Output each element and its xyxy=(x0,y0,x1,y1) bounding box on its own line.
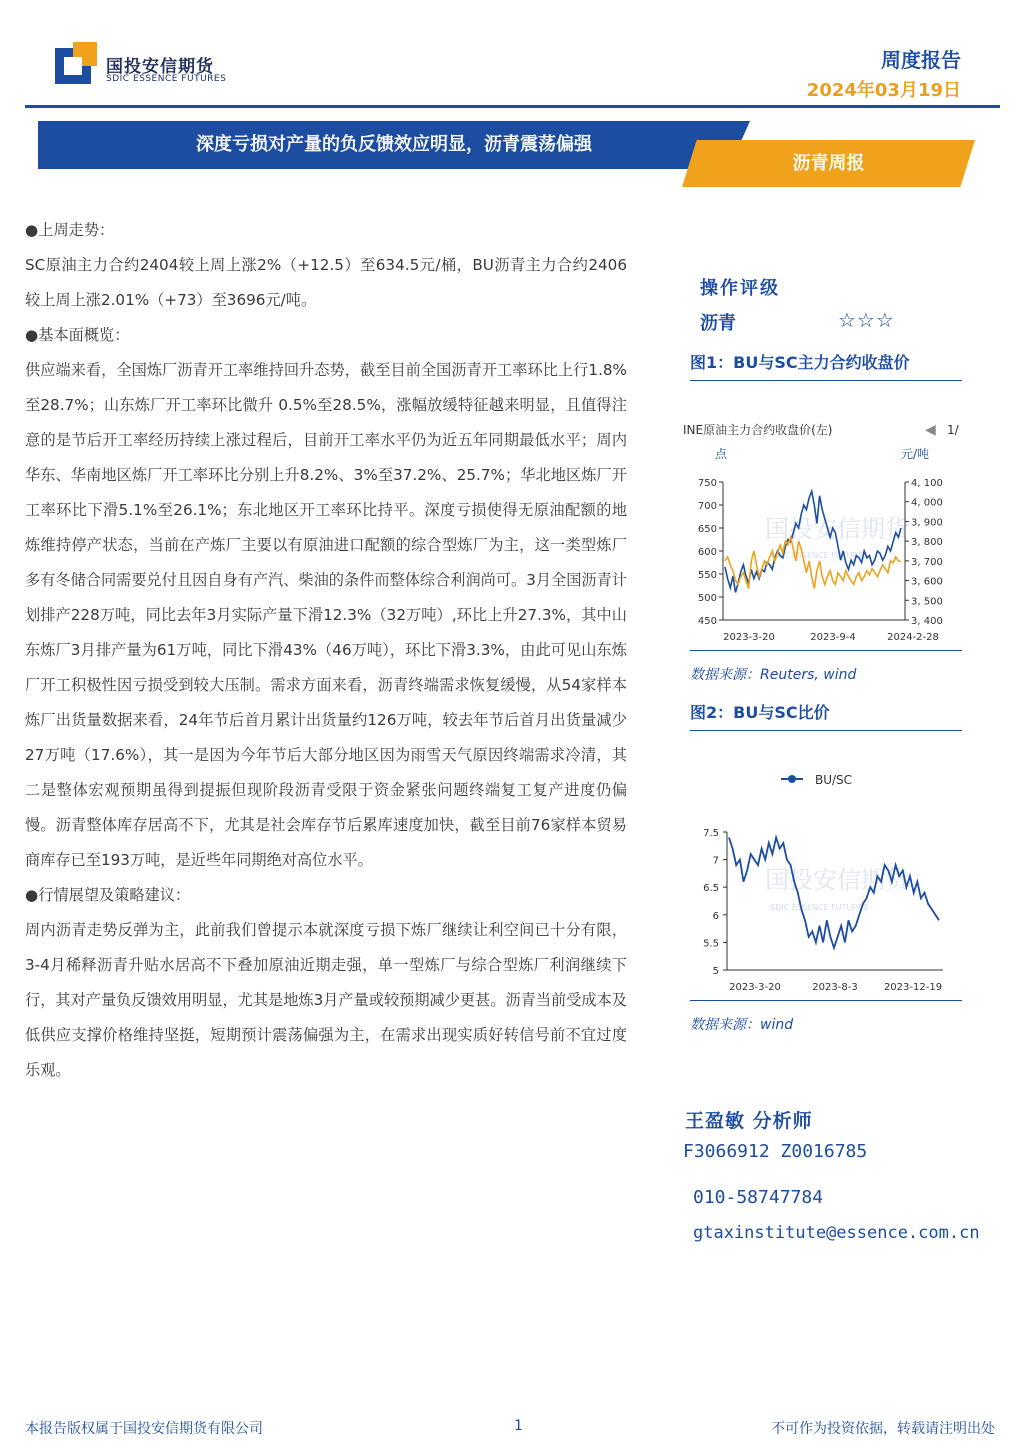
rating-item: 沥青 xyxy=(700,313,736,334)
analyst-phone: 010-58747784 xyxy=(693,1187,824,1208)
chart1-series-line-1 xyxy=(725,537,901,588)
figure1-source: 数据来源：Reuters, wind xyxy=(690,667,857,683)
chart1-right-unit: 元/吨 xyxy=(901,447,930,461)
chart2-x-tick-label: 2023-8-3 xyxy=(812,982,858,993)
report-type: 周度报告 xyxy=(881,48,961,72)
chart1-watermark: 国投安信期货 xyxy=(765,515,909,543)
chart2-y-tick-label: 5.5 xyxy=(703,938,719,950)
paragraph: 周内沥青走势反弹为主，此前我们曾提示本就深度亏损下炼厂继续让利空间已十分有限，3-4月稀释沥青升贴水居高不下叠加原油近期走强，单一型炼厂与综合型炼厂利润继续下行，其对产量负反馈效用明显，尤其是地炼3月产量或较预期减少更甚。沥青当前受成本及低供应支撑价格维持坚挺，短期预计震荡偏强为主，在需求出现实质好转信号前不宜过度乐观。 xyxy=(25,921,627,1079)
logo-english-name: SDIC ESSENCE FUTURES xyxy=(106,74,227,84)
figure2-bottom-divider xyxy=(690,1000,962,1001)
chart1-left-tick-label: 700 xyxy=(697,501,717,512)
footer-copyright: 本报告版权属于国投安信期货有限公司 xyxy=(25,1421,263,1437)
company-logo-icon xyxy=(55,42,97,84)
category-tag-label: 沥青周报 xyxy=(792,153,865,174)
rating-title: 操作评级 xyxy=(700,278,780,299)
chart2-x-tick-label: 2023-3-20 xyxy=(729,982,781,993)
figure2-chart xyxy=(675,760,975,1000)
section-heading: ●行情展望及策略建议： xyxy=(25,886,191,904)
figure2-divider xyxy=(690,730,962,731)
analyst-name: 王盈敏 分析师 xyxy=(685,1110,813,1132)
chart1-right-tick-label: 3, 700 xyxy=(911,556,943,568)
figure2-source: 数据来源：wind xyxy=(690,1017,794,1033)
chart2-y-tick-label: 7 xyxy=(712,855,719,867)
figure2-svg xyxy=(675,760,975,1000)
chart2-legend-label: BU/SC xyxy=(815,773,853,787)
footer-disclaimer: 不可作为投资依据，转载请注明出处 xyxy=(771,1421,995,1437)
chart1-right-tick-label: 4, 000 xyxy=(911,497,943,509)
chart2-watermark-en: SDIC ESSENCE FUTURES xyxy=(770,903,869,912)
chart2-y-tick-label: 5 xyxy=(712,966,719,977)
chart1-left-tick-label: 750 xyxy=(697,478,717,489)
figure1-divider xyxy=(690,380,962,381)
rating-stars: ☆☆☆ xyxy=(838,308,895,332)
chart1-left-unit: 点 xyxy=(715,447,728,461)
chart1-left-tick-label: 600 xyxy=(697,547,717,558)
section-heading: ●基本面概览： xyxy=(25,326,130,344)
chart2-x-tick-label: 2023-12-19 xyxy=(883,982,943,993)
paragraph: 供应端来看，全国炼厂沥青开工率维持回升态势，截至目前全国沥青开工率环比上行1.8%至28.7%；山东炼厂开工率环比微升 0.5%至28.5%，涨幅放缓特征越来明显，且值得注意的是节后开工率经历持续上涨过程后，目前开工率水平仍为近五年同期最低水平；周内华东、华南地区炼厂开工率环比分别上升8.2%、3%至37.2%、25.7%；华北地区炼厂开工率环比下滑5.1%至26.1%；东北地区开工率环比持平。深度亏损使得无原油配额的地炼维持停产状态，当前在产炼厂主要以有原油进口配额的综合型炼厂为主，这一类型炼厂多有冬储合同需要兑付且因自身有产汽、柴油的条件而整体综合利润尚可。3月全国沥青计划排产228万吨，同比去年3月实际产量下滑12.3%（32万吨）,环比上升27.3%，其中山东炼厂3月排产量为61万吨，同比下滑43%（46万吨），环比下滑3.3%，由此可见山东炼厂开工积极性因亏损受到较大压制。需求方面来看，沥青终端需求恢复缓慢，从54家样本炼厂出货量数据来看，24年节后首月累计出货量约126万吨，较去年节后首月出货量减少27万吨（17.6%），其一是因为今年节后大部分地区因为雨雪天气原因终端需求冷清，其二是整体宏观预期虽得到提振但现阶段沥青受限于资金紧张问题终端复工复产进度仍偏慢。沥青整体库存居高不下，尤其是社会库存节后累库速度加快，截至目前76家样本贸易商库存已至193万吨，是近些年同期绝对高位水平。 xyxy=(25,361,627,869)
figure1-bottom-divider xyxy=(690,650,962,651)
analyst-email[interactable]: gtaxinstitute@essence.com.cn xyxy=(693,1223,980,1243)
chart1-right-tick-label: 4, 100 xyxy=(911,478,943,489)
figure1-chart xyxy=(675,412,975,652)
chart2-y-tick-label: 6.5 xyxy=(703,883,719,895)
chart1-right-tick-label: 3, 900 xyxy=(911,517,943,529)
figure1-title: 图1：BU与SC主力合约收盘价 xyxy=(690,353,910,372)
section-heading: ●上周走势： xyxy=(25,221,115,239)
chart1-left-tick-label: 550 xyxy=(697,570,717,581)
chart1-legend-page: 1/ xyxy=(947,423,959,437)
chart1-x-tick-label: 2023-3-20 xyxy=(723,632,775,643)
chart1-right-tick-label: 3, 600 xyxy=(911,576,943,588)
report-date: 2024年03月19日 xyxy=(806,80,961,101)
chart1-right-tick-label: 3, 800 xyxy=(911,537,943,549)
chart1-watermark-en: SDIC ESSENCE FUTURES xyxy=(770,551,869,560)
chart2-legend-marker xyxy=(788,775,796,783)
chart1-left-tick-label: 650 xyxy=(697,524,717,535)
header-divider xyxy=(25,105,1000,108)
chart1-x-tick-label: 2024-2-28 xyxy=(887,632,939,643)
logo-chinese-name: 国投安信期货 xyxy=(106,57,214,77)
report-body xyxy=(25,213,627,1088)
chart1-legend-left: INE原油主力合约收盘价(左) xyxy=(683,423,833,437)
paragraph: SC原油主力合约2404较上周上涨2%（+12.5）至634.5元/桶，BU沥青主力合约2406较上周上涨2.01%（+73）至3696元/吨。 xyxy=(25,256,627,309)
chart2-y-tick-label: 7.5 xyxy=(703,828,719,839)
chart1-right-tick-label: 3, 400 xyxy=(911,616,943,627)
chart2-watermark: 国投安信期货 xyxy=(765,866,909,894)
chart1-left-tick-label: 450 xyxy=(697,616,717,627)
report-title: 深度亏损对产量的负反馈效应明显，沥青震荡偏强 xyxy=(196,134,592,155)
page-number: 1 xyxy=(514,1418,523,1434)
chart1-left-tick-label: 500 xyxy=(697,593,717,604)
figure1-svg xyxy=(675,412,975,652)
figure2-title: 图2：BU与SC比价 xyxy=(690,703,830,722)
legend-prev-icon[interactable]: ◀ xyxy=(925,422,936,438)
chart1-right-tick-label: 3, 500 xyxy=(911,596,943,608)
chart1-x-tick-label: 2023-9-4 xyxy=(810,632,856,643)
analyst-cert: F3066912 Z0016785 xyxy=(683,1141,868,1162)
chart2-y-tick-label: 6 xyxy=(712,910,719,922)
